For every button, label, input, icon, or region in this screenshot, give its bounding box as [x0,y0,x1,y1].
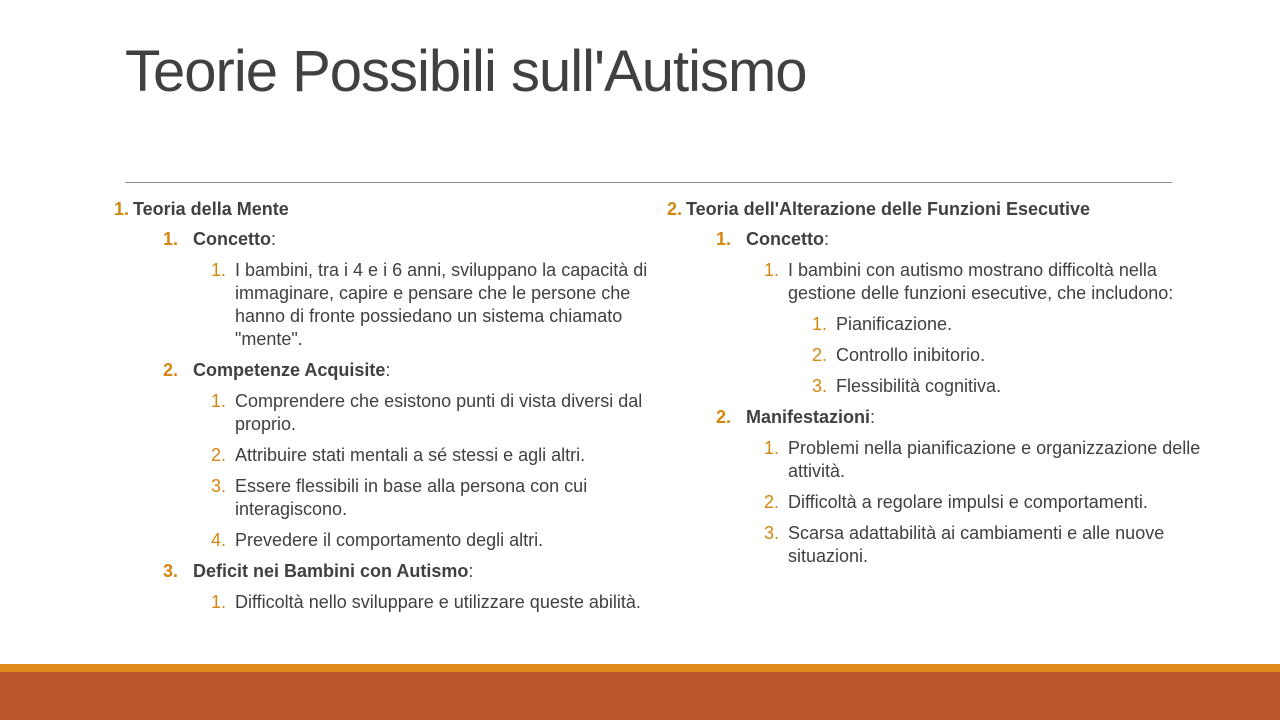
list-number: 1. [716,229,732,249]
list-item [114,259,664,351]
list-item-text: Problemi nella pianificazione e organizzazione delle attività. [788,438,1201,481]
list-number: 3. [812,376,828,396]
section-suffix: : [824,229,830,249]
list-item-text: Difficoltà nello sviluppare e utilizzare queste abilità. [235,592,641,612]
list-number: 1. [812,314,828,334]
list-item-text: Essere flessibili in base alla persona con cui interagiscono. [235,476,588,519]
right-column [667,198,1227,576]
list-item-text: Comprendere che esistono punti di vista diversi dal proprio. [235,391,643,434]
list-item [667,259,1227,305]
section-item [114,560,664,583]
section-label: Concetto [193,229,271,249]
section-item [667,228,1227,251]
list-number: 2. [211,445,227,465]
heading-text: Teoria dell'Alterazione delle Funzioni Esecutive [686,199,1091,219]
list-item [114,390,664,436]
list-item-text: Controllo inibitorio. [836,345,986,365]
section-label: Manifestazioni [746,407,871,427]
list-item [114,529,664,552]
list-item [114,475,664,521]
list-item [114,444,664,467]
footer-accent-band [0,664,1280,672]
section-item [667,406,1227,429]
sub-list-item [667,313,1227,336]
section-suffix: : [385,360,391,380]
list-item [667,491,1227,514]
list-number: 1. [163,229,179,249]
section-label: Concetto [746,229,824,249]
section-suffix: : [870,407,876,427]
list-number: 3. [211,476,227,496]
list-item-text: I bambini con autismo mostrano difficoltà nella gestione delle funzioni esecutive, che includono: [788,260,1174,303]
list-item [667,437,1227,483]
sub-list-item [667,344,1227,367]
list-item-text: Attribuire stati mentali a sé stessi e agli altri. [235,445,586,465]
list-item-text: Flessibilità cognitiva. [836,376,1002,396]
left-heading [114,198,664,221]
section-suffix: : [468,561,474,581]
section-label: Competenze Acquisite [193,360,386,380]
list-number: 1. [211,260,227,280]
list-item-text: Prevedere il comportamento degli altri. [235,530,544,550]
footer-band [0,672,1280,720]
slide-title: Teorie Possibili sull'Autismo [125,39,807,104]
list-number: 2. [812,345,828,365]
list-number: 1. [764,260,780,280]
sub-list-item [667,375,1227,398]
section-item [114,228,664,251]
list-number: 1. [211,391,227,411]
section-item [114,359,664,382]
list-number: 3. [764,523,780,543]
list-number: 2. [764,492,780,512]
title-divider [125,182,1172,183]
right-heading [667,198,1227,221]
list-number: 1. [211,592,227,612]
list-item-text: I bambini, tra i 4 e i 6 anni, sviluppano la capacità di immaginare, capire e pensare che le persone che hanno di fronte possiedano un sistema chiamato "mente". [235,260,648,349]
list-item [114,591,664,614]
section-label: Deficit nei Bambini con Autismo [193,561,469,581]
list-number: 4. [211,530,227,550]
list-item-text: Difficoltà a regolare impulsi e comportamenti. [788,492,1148,512]
list-item-text: Scarsa adattabilità ai cambiamenti e alle nuove situazioni. [788,523,1165,566]
list-number: 2. [163,360,179,380]
heading-text: Teoria della Mente [133,199,289,219]
list-number: 1. [114,199,130,219]
list-item-text: Pianificazione. [836,314,953,334]
list-item [667,522,1227,568]
list-number: 1. [764,438,780,458]
left-column [114,198,664,622]
section-suffix: : [271,229,277,249]
list-number: 2. [667,199,683,219]
list-number: 2. [716,407,732,427]
list-number: 3. [163,561,179,581]
